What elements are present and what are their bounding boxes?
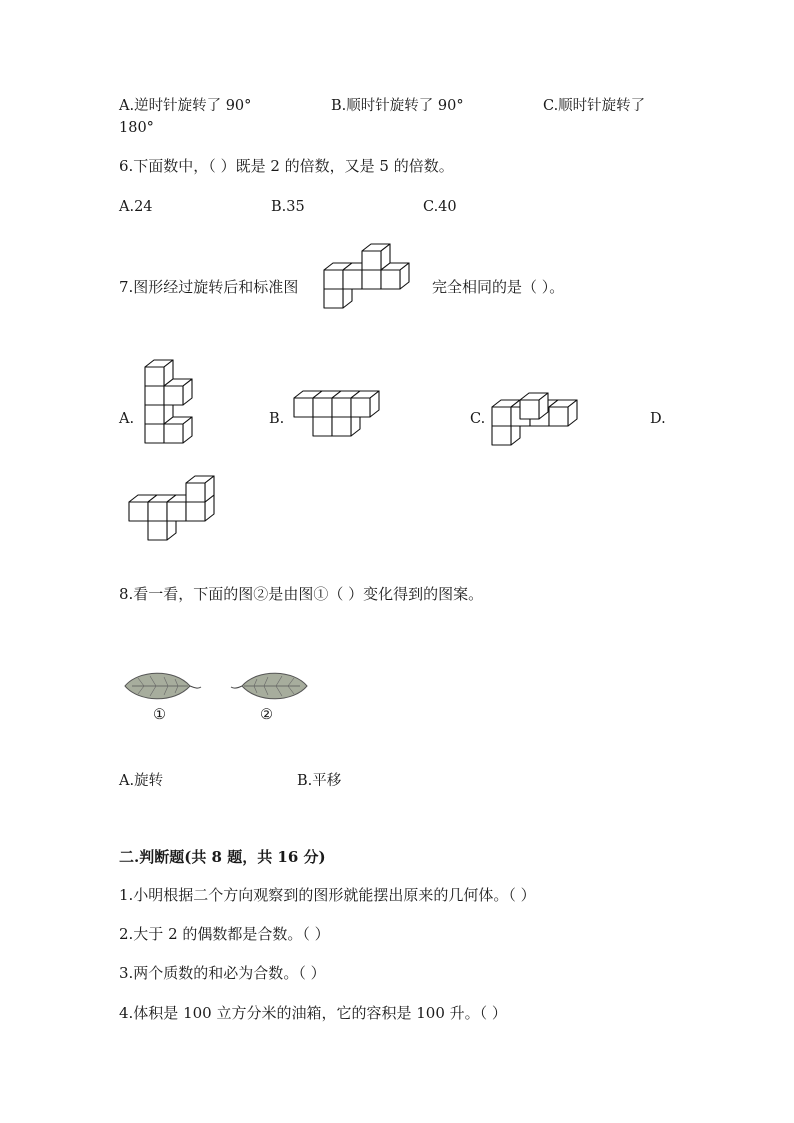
cube-face	[145, 424, 164, 443]
cube-face	[129, 502, 148, 521]
q7-option-d-label: D.	[650, 411, 666, 427]
q7-option-d-figure	[129, 476, 231, 538]
q5-option-c-continued: 180°	[119, 120, 154, 136]
q8-stem: 8.看一看，下面的图②是由图①（ ）变化得到的图案。	[119, 585, 484, 603]
section2-item-2: 2.大于 2 的偶数都是合数。（ ）	[119, 925, 330, 943]
cube-face	[294, 398, 313, 417]
q8-leaf-figure-1	[122, 666, 204, 706]
section2-item-4: 4.体积是 100 立方分米的油箱，它的容积是 100 升。（ ）	[119, 1004, 507, 1022]
cube-face	[362, 270, 381, 289]
cube-face	[362, 251, 381, 270]
section2-heading: 二.判断题(共 8 题，共 16 分)	[119, 848, 326, 866]
q8-option-a: A.旋转	[119, 773, 164, 789]
q8-option-b: B.平移	[297, 773, 342, 789]
cube-face	[492, 426, 511, 445]
leaf-2-stem	[231, 686, 242, 688]
q5-option-a: A.逆时针旋转了 90°	[119, 98, 252, 114]
cube-face	[148, 502, 167, 521]
cube-face	[186, 483, 205, 502]
q7-stem-after: 完全相同的是（ ）。	[432, 278, 565, 296]
q6-stem: 6.下面数中，（ ）既是 2 的倍数，又是 5 的倍数。	[119, 157, 454, 175]
q8-figure-1-label: ①	[153, 707, 166, 723]
q7-stem-before: 7.图形经过旋转后和标准图	[119, 278, 299, 296]
cube-face	[145, 386, 164, 405]
cube-face	[148, 521, 167, 540]
cube-face	[164, 424, 183, 443]
q7-option-a-figure	[145, 360, 205, 440]
q7-option-c-figure	[492, 400, 584, 442]
cube-face	[549, 407, 568, 426]
cube-face	[381, 270, 400, 289]
q5-option-c: C.顺时针旋转了	[543, 98, 646, 114]
cube-face	[313, 417, 332, 436]
cube-face	[343, 270, 362, 289]
q5-option-b: B.顺时针旋转了 90°	[331, 98, 464, 114]
cube-face	[167, 502, 186, 521]
section2-item-3: 3.两个质数的和必为合数。（ ）	[119, 964, 326, 982]
cube-face	[145, 367, 164, 386]
cube-face	[324, 270, 343, 289]
q7-option-a-label: A.	[119, 411, 135, 427]
q7-option-b-label: B.	[269, 411, 285, 427]
q7-option-b-figure	[294, 391, 404, 441]
q7-standard-figure	[324, 244, 428, 306]
cube-face	[332, 398, 351, 417]
cube-face	[351, 398, 370, 417]
q6-option-a: A.24	[119, 199, 153, 215]
cube-face	[313, 398, 332, 417]
cube-face	[186, 502, 205, 521]
cube-face	[492, 407, 511, 426]
section2-item-1: 1.小明根据二个方向观察到的图形就能摆出原来的几何体。（ ）	[119, 886, 536, 904]
q8-leaf-figure-2	[228, 666, 310, 706]
q6-option-c: C.40	[423, 199, 457, 215]
q8-figure-2-label: ②	[260, 707, 273, 723]
q6-option-b: B.35	[271, 199, 305, 215]
q7-option-c-label: C.	[470, 411, 486, 427]
cube-face	[164, 386, 183, 405]
cube-face	[332, 417, 351, 436]
cube-face	[145, 405, 164, 424]
leaf-1-stem	[190, 686, 201, 688]
cube-face	[520, 400, 539, 419]
cube-face	[324, 289, 343, 308]
